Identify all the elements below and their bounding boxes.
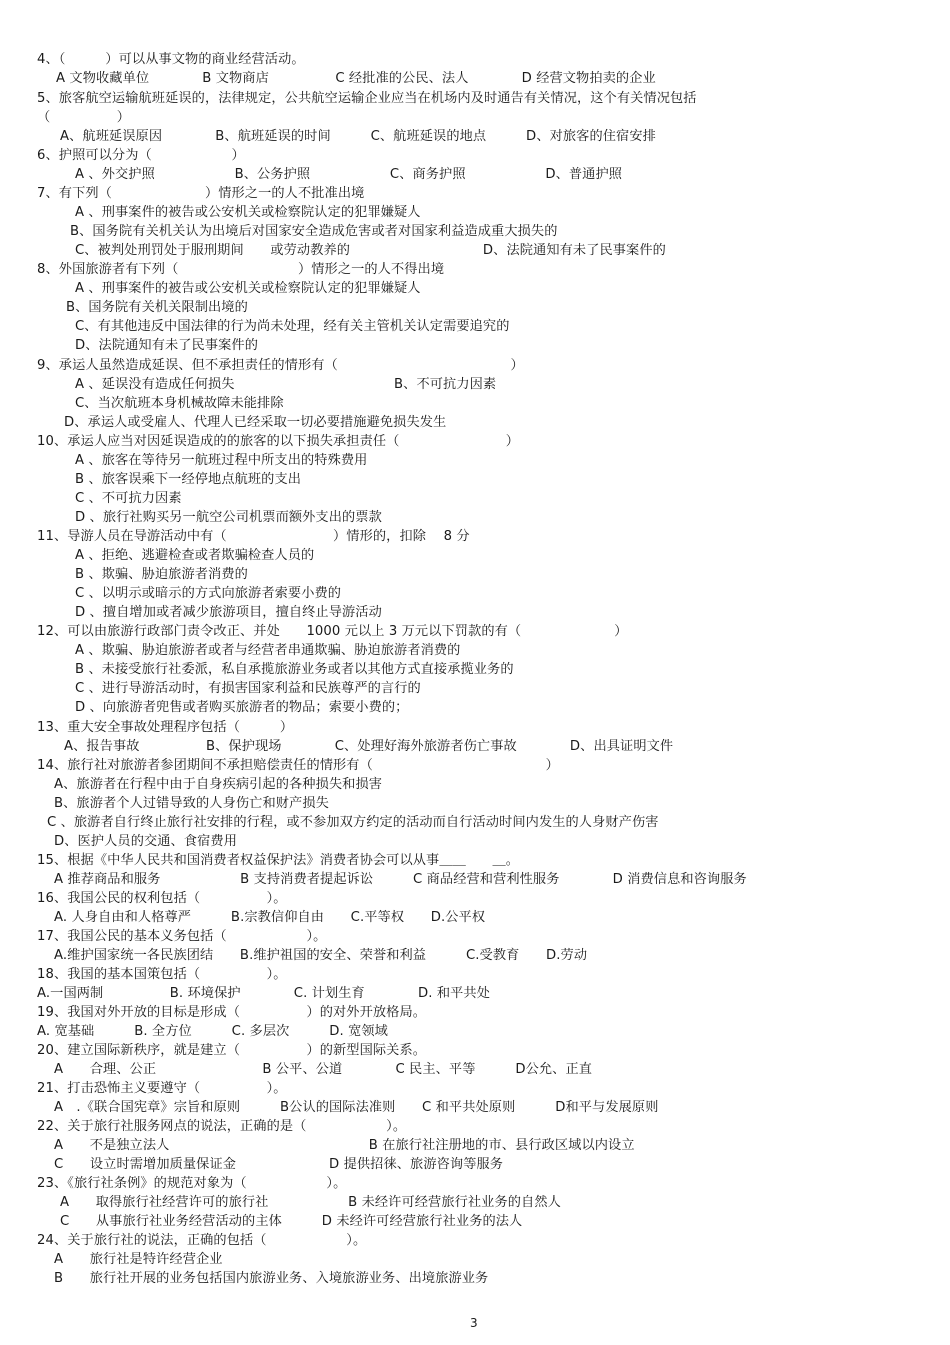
question-8: 8、外国旅游者有下列（ ）情形之一的人不得出境 xyxy=(37,262,445,277)
question-16-options: A. 人身自由和人格尊严 B.宗教信仰自由 C.平等权 D.公平权 xyxy=(54,910,486,925)
question-18-options: A.一国两制 B. 环境保护 C. 计划生育 D. 和平共处 xyxy=(37,986,490,1001)
question-10-option-a: A 、旅客在等待另一航班过程中所支出的特殊费用 xyxy=(75,453,368,468)
question-5-options: A、航班延误原因 B、航班延误的时间 C、航班延误的地点 D、对旅客的住宿安排 xyxy=(60,129,656,144)
question-20: 20、建立国际新秩序，就是建立（ ）的新型国际关系。 xyxy=(37,1043,427,1058)
question-18: 18、我国的基本国策包括（ ）。 xyxy=(37,967,287,982)
question-15-options: A 推荐商品和服务 B 支持消费者提起诉讼 C 商品经营和营利性服务 D 消费信息和咨询服务 xyxy=(54,872,747,887)
question-8-option-b: B、国务院有关机关限制出境的 xyxy=(66,300,248,315)
page-number: 3 xyxy=(470,1316,478,1330)
question-8-option-c: C、有其他违反中国法律的行为尚未处理，经有关主管机关认定需要追究的 xyxy=(75,319,510,334)
question-16: 16、我国公民的权利包括（ ）。 xyxy=(37,891,287,906)
question-24: 24、关于旅行社的说法，正确的包括（ ）。 xyxy=(37,1233,367,1248)
question-22-option-cd: C 设立时需增加质量保证金 D 提供招徕、旅游咨询等服务 xyxy=(54,1157,504,1172)
question-7: 7、有下列（ ）情形之一的人不批准出境 xyxy=(37,186,365,201)
question-21-options: A .《联合国宪章》宗旨和原则 B公认的国际法准则 C 和平共处原则 D和平与发展原则 xyxy=(54,1100,659,1115)
question-20-options: A 合理、公正 B 公平、公道 C 民主、平等 D公允、正直 xyxy=(54,1062,593,1077)
question-11-option-b: B 、欺骗、胁迫旅游者消费的 xyxy=(75,567,248,582)
question-10: 10、承运人应当对因延误造成的的旅客的以下损失承担责任（ ） xyxy=(37,434,520,449)
question-12: 12、可以由旅游行政部门责令改正、并处 1000 元以上 3 万元以下罚款的有（ ） xyxy=(37,624,628,639)
question-14-option-b: B、旅游者个人过错导致的人身伤亡和财产损失 xyxy=(54,796,329,811)
question-10-option-c: C 、不可抗力因素 xyxy=(75,491,182,506)
question-10-option-b: B 、旅客误乘下一经停地点航班的支出 xyxy=(75,472,302,487)
question-24-option-a: A 旅行社是特许经营企业 xyxy=(54,1252,223,1267)
question-9: 9、承运人虽然造成延误、但不承担责任的情形有（ ） xyxy=(37,358,524,373)
question-12-option-b: B 、未接受旅行社委派，私自承揽旅游业务或者以其他方式直接承揽业务的 xyxy=(75,662,514,677)
question-24-option-b: B 旅行社开展的业务包括国内旅游业务、入境旅游业务、出境旅游业务 xyxy=(54,1271,489,1286)
question-23: 23、《旅行社条例》的规范对象为（ ）。 xyxy=(37,1176,347,1191)
question-23-option-cd: C 从事旅行社业务经营活动的主体 D 未经许可经营旅行社业务的法人 xyxy=(60,1214,523,1229)
question-11-option-a: A 、拒绝、逃避检查或者欺骗检查人员的 xyxy=(75,548,315,563)
question-4: 4、（ ）可以从事文物的商业经营活动。 xyxy=(37,52,305,67)
question-17-options: A.维护国家统一各民族团结 B.维护祖国的安全、荣誉和利益 C.受教育 D.劳动 xyxy=(54,948,588,963)
question-17: 17、我国公民的基本义务包括（ ）。 xyxy=(37,929,327,944)
question-6: 6、护照可以分为（ ） xyxy=(37,148,245,163)
question-13: 13、重大安全事故处理程序包括（ ） xyxy=(37,720,294,735)
question-9-option-d: D、承运人或受雇人、代理人已经采取一切必要措施避免损失发生 xyxy=(64,415,447,430)
question-23-option-ab: A 取得旅行社经营许可的旅行社 B 未经许可经营旅行社业务的自然人 xyxy=(60,1195,561,1210)
question-14-option-c: C 、旅游者自行终止旅行社安排的行程，或不参加双方约定的活动而自行活动时间内发生的人身财产伤害 xyxy=(47,815,659,830)
question-19: 19、我国对外开放的目标是形成（ ）的对外开放格局。 xyxy=(37,1005,427,1020)
question-21: 21、打击恐怖主义要遵守（ ）。 xyxy=(37,1081,287,1096)
question-9-option-c: C、当次航班本身机械故障未能排除 xyxy=(75,396,284,411)
question-6-options: A 、外交护照 B、公务护照 C、商务护照 D、普通护照 xyxy=(75,167,623,182)
question-19-options: A. 宽基础 B. 全方位 C. 多层次 D. 宽领域 xyxy=(37,1024,388,1039)
question-7-option-cd: C、被判处刑罚处于服刑期间 或劳动教养的 D、法院通知有未了民事案件的 xyxy=(75,243,666,258)
question-8-option-d: D、法院通知有未了民事案件的 xyxy=(75,338,258,353)
question-14-option-a: A、旅游者在行程中由于自身疾病引起的各种损失和损害 xyxy=(54,777,383,792)
question-8-option-a: A 、刑事案件的被告或公安机关或检察院认定的犯罪嫌疑人 xyxy=(75,281,421,296)
question-7-option-a: A 、刑事案件的被告或公安机关或检察院认定的犯罪嫌疑人 xyxy=(75,205,421,220)
question-5: 5、旅客航空运输航班延误的，法律规定，公共航空运输企业应当在机场内及时通告有关情况，这个有关情况包括 xyxy=(37,91,697,106)
question-11-option-d: D 、擅自增加或者减少旅游项目，擅自终止导游活动 xyxy=(75,605,382,620)
question-12-option-a: A 、欺骗、胁迫旅游者或者与经营者串通欺骗、胁迫旅游者消费的 xyxy=(75,643,461,658)
question-15: 15、根据《中华人民共和国消费者权益保护法》消费者协会可以从事＿＿ ＿。 xyxy=(37,853,520,868)
question-14-option-d: D、医护人员的交通、食宿费用 xyxy=(54,834,237,849)
question-10-option-d: D 、旅行社购买另一航空公司机票而额外支出的票款 xyxy=(75,510,382,525)
question-12-option-c: C 、进行导游活动时，有损害国家利益和民族尊严的言行的 xyxy=(75,681,421,696)
question-11: 11、导游人员在导游活动中有（ ）情形的，扣除 8 分 xyxy=(37,529,470,544)
question-22: 22、关于旅行社服务网点的说法，正确的是（ ）。 xyxy=(37,1119,407,1134)
question-4-options: A 文物收藏单位 B 文物商店 C 经批准的公民、法人 D 经营文物拍卖的企业 xyxy=(56,71,656,86)
question-5-blank: （ ） xyxy=(37,110,131,125)
question-9-option-ab: A 、延误没有造成任何损失 B、不可抗力因素 xyxy=(75,377,497,392)
question-11-option-c: C 、以明示或暗示的方式向旅游者索要小费的 xyxy=(75,586,342,601)
question-7-option-b: B、国务院有关机关认为出境后对国家安全造成危害或者对国家利益造成重大损失的 xyxy=(70,224,558,239)
question-22-option-ab: A 不是独立法人 B 在旅行社注册地的市、县行政区域以内设立 xyxy=(54,1138,635,1153)
question-12-option-d: D 、向旅游者兜售或者购买旅游者的物品；索要小费的； xyxy=(75,700,409,715)
question-14: 14、旅行社对旅游者参团期间不承担赔偿责任的情形有（ ） xyxy=(37,758,559,773)
question-13-options: A、报告事故 B、保护现场 C、处理好海外旅游者伤亡事故 D、出具证明文件 xyxy=(64,739,674,754)
